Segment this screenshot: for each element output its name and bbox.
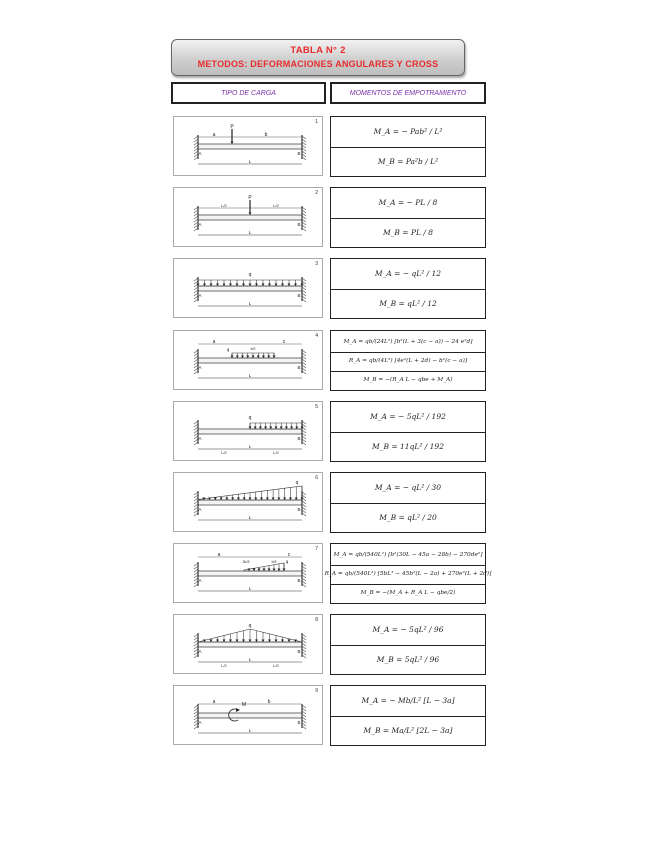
formula: R_A = qb/(4L²) [4e²(L + 2d) − b²(c − a)]: [331, 352, 485, 371]
wall-hatch: [194, 584, 198, 587]
wall-hatch: [194, 148, 198, 151]
arrow-head: [210, 284, 213, 287]
formula: M_A = − Pab² / L²: [331, 117, 485, 148]
support-b-label: B: [297, 578, 301, 583]
arrow-head: [254, 498, 257, 501]
arrow-head: [231, 356, 234, 359]
wall-hatch: [194, 287, 198, 290]
wall-hatch: [194, 430, 198, 433]
wall-hatch: [194, 350, 198, 353]
case-number: 7: [315, 546, 318, 552]
span-label: L: [248, 586, 252, 591]
formula: M_B = 11qL² / 192: [372, 441, 444, 451]
span-label: L: [248, 230, 252, 235]
formula: M_B = qL² / 12: [379, 298, 437, 308]
case-number: 6: [315, 475, 318, 481]
beam: [198, 571, 302, 576]
moment-label: M: [241, 702, 247, 708]
case-number: 4: [315, 333, 318, 339]
wall-hatch: [194, 655, 198, 658]
dim-2b3-label: 2b/3: [242, 560, 250, 564]
arrow-head: [264, 427, 267, 430]
arrow-head: [236, 284, 239, 287]
support-a-label: A: [198, 222, 202, 227]
arrow-head: [237, 498, 240, 501]
wall-hatch: [194, 705, 198, 708]
arrow-head: [277, 498, 280, 501]
formula-box-9: [330, 685, 486, 746]
arrow-head: [267, 356, 270, 359]
arrow-head: [248, 569, 251, 572]
wall-hatch: [194, 368, 198, 371]
support-a-label: A: [198, 649, 202, 654]
case-number: 5: [315, 404, 318, 410]
arrow-head: [289, 498, 292, 501]
wall-hatch: [194, 293, 198, 296]
wall-hatch: [194, 296, 198, 299]
wall-hatch: [194, 356, 198, 359]
wall-hatch: [194, 504, 198, 507]
formula: R_A = qb/(540L³) [5bL³ − 45b²(L − 2a) + 270e²(L + 2d)]: [331, 565, 485, 584]
wall-hatch: [194, 157, 198, 160]
arrow-head: [262, 356, 265, 359]
wall-hatch: [194, 216, 198, 219]
formula-box-5: [330, 401, 486, 462]
load-diagram-7: [173, 543, 323, 603]
dim-a-label: a: [212, 699, 216, 705]
arrow-head: [246, 356, 249, 359]
support-b-label: B: [297, 222, 301, 227]
dim-a-label: a: [212, 339, 216, 345]
arrow-head: [294, 284, 297, 287]
arrow-head: [268, 569, 271, 572]
wall-hatch: [194, 563, 198, 566]
formula: M_B = −(M_A + R_A L − qbe/2): [360, 590, 456, 597]
wall-hatch: [194, 492, 198, 495]
wall-hatch: [194, 634, 198, 637]
arrow-head: [275, 284, 278, 287]
arrow-head: [290, 427, 293, 430]
support-b-label: B: [297, 151, 301, 156]
dim-a-label: a: [212, 132, 216, 138]
wall-hatch: [194, 578, 198, 581]
load-p-label: P: [248, 195, 252, 201]
arrow-head: [275, 640, 278, 643]
load-diagram-3: [173, 258, 323, 318]
wall-hatch: [194, 151, 198, 154]
wall-hatch: [194, 154, 198, 157]
wall-hatch: [194, 498, 198, 501]
wall-hatch: [194, 136, 198, 139]
arrow-head: [254, 427, 257, 430]
dim-half-label: L/2: [221, 663, 227, 668]
arrow-head: [260, 498, 263, 501]
formula: M_B = Pa²b / L²: [377, 156, 439, 166]
case-number: 9: [315, 688, 318, 694]
arrow-head: [283, 569, 286, 572]
load-q-label: q: [248, 415, 252, 421]
load-q-label: q: [285, 559, 289, 564]
wall-hatch: [194, 513, 198, 516]
dim-half-label: L/2: [273, 450, 279, 455]
support-b-label: B: [297, 436, 301, 441]
wall-hatch: [194, 210, 198, 213]
beam-diagram: [174, 331, 324, 391]
load-diagram-2: [173, 187, 323, 247]
wall-hatch: [194, 501, 198, 504]
arrow-head: [262, 640, 265, 643]
formula: M_B = 5qL² / 96: [376, 654, 440, 664]
formula: M_A = − qL² / 12: [331, 259, 485, 290]
wall-hatch: [194, 145, 198, 148]
wall-hatch: [194, 714, 198, 717]
arrow-head: [275, 427, 278, 430]
formula: M_A = qb/(24L²) [b²(L + 3(c − a)) − 24 e²d]: [331, 331, 485, 353]
support-b-label: B: [297, 507, 301, 512]
support-b-label: B: [297, 293, 301, 298]
support-a-label: A: [198, 365, 202, 370]
arrow-head: [249, 498, 252, 501]
load-q-label: q: [295, 480, 299, 486]
wall-hatch: [194, 708, 198, 711]
load-diagram-8: [173, 614, 323, 674]
beam: [198, 642, 302, 647]
arrow-head: [257, 356, 260, 359]
load-q-label: q: [248, 272, 252, 278]
wall-hatch: [194, 637, 198, 640]
wall-hatch: [194, 640, 198, 643]
arrow-head: [262, 284, 265, 287]
case-number: 1: [315, 119, 318, 125]
formula: M_A = − qL² / 30: [331, 473, 485, 504]
title-line-1: TABLA N° 2: [290, 45, 346, 56]
formula-box-2: [330, 187, 486, 248]
beam-diagram: [174, 473, 324, 533]
wall-hatch: [194, 359, 198, 362]
dim-half-label: L/2: [221, 203, 227, 208]
beam: [198, 713, 302, 718]
arrow-head: [220, 498, 223, 501]
wall-hatch: [194, 365, 198, 368]
wall-hatch: [194, 353, 198, 356]
arrow-head: [255, 284, 258, 287]
wall-hatch: [194, 652, 198, 655]
arrow-head: [203, 284, 206, 287]
arrow-head: [269, 427, 272, 430]
dim-half-label: L/2: [273, 663, 279, 668]
arrow-head: [225, 498, 228, 501]
dim-b-label: b: [267, 699, 271, 705]
wall-hatch: [194, 726, 198, 729]
formula: M_A = − 5qL² / 192: [331, 402, 485, 433]
arrow-head: [283, 498, 286, 501]
wall-hatch: [194, 510, 198, 513]
wall-hatch: [194, 299, 198, 302]
support-b-label: B: [297, 720, 301, 725]
wall-hatch: [194, 139, 198, 142]
arrow-head: [231, 498, 234, 501]
arrow-head: [214, 498, 217, 501]
arrow-head: [266, 498, 269, 501]
load-diagram-6: [173, 472, 323, 532]
formula: M_B = qL² / 20: [379, 512, 437, 522]
wall-hatch: [194, 278, 198, 281]
wall-hatch: [194, 219, 198, 222]
formula: M_B = Ma/L² [2L − 3a]: [363, 725, 453, 735]
wall-hatch: [194, 581, 198, 584]
formula-box-7: [324, 543, 492, 604]
arrow-head: [295, 498, 298, 501]
wall-hatch: [194, 566, 198, 569]
arrow-head: [253, 569, 256, 572]
wall-hatch: [194, 207, 198, 210]
arrow-head: [278, 569, 281, 572]
arrow-head: [216, 284, 219, 287]
wall-hatch: [194, 228, 198, 231]
arrow-head: [268, 284, 271, 287]
formula-box-4: [330, 330, 486, 391]
formula: M_A = − PL / 8: [331, 188, 485, 219]
formula: M_B = PL / 8: [382, 227, 434, 237]
title-line-2: METODOS: DEFORMACIONES ANGULARES Y CROSS: [197, 59, 439, 69]
formula-box-8: [330, 614, 486, 675]
dim-c-label: c: [287, 552, 291, 558]
wall-hatch: [194, 371, 198, 374]
dim-b3-label: b/3: [271, 560, 277, 564]
formula: M_B = −(R_A L − qbe + M_A): [363, 377, 453, 384]
span-label: L: [248, 728, 252, 733]
wall-hatch: [194, 646, 198, 649]
span-label: L: [248, 373, 252, 378]
wall-hatch: [194, 569, 198, 572]
arrow-head: [295, 427, 298, 430]
span-label: L: [248, 159, 252, 164]
arrow-head: [223, 284, 226, 287]
formula-box-3: [330, 258, 486, 319]
arrow-head: [210, 640, 213, 643]
dim-half-label: L/2: [221, 450, 227, 455]
formula-box-6: [330, 472, 486, 533]
wall-hatch: [194, 222, 198, 225]
span-label: L: [248, 515, 252, 520]
span-label: L: [248, 657, 252, 662]
wall-hatch: [194, 643, 198, 646]
wall-hatch: [194, 717, 198, 720]
wall-hatch: [194, 142, 198, 145]
wall-hatch: [194, 495, 198, 498]
load-q-label: q: [248, 623, 252, 629]
wall-hatch: [194, 507, 198, 510]
beam-diagram: [174, 117, 324, 177]
support-a-label: A: [198, 293, 202, 298]
arrow-head: [242, 640, 245, 643]
wall-hatch: [194, 225, 198, 228]
support-a-label: A: [198, 436, 202, 441]
table-title: [171, 39, 465, 76]
arrow-head: [259, 427, 262, 430]
beam-diagram: [174, 686, 324, 746]
beam: [198, 144, 302, 149]
arrow-head: [288, 284, 291, 287]
span-label: L: [248, 301, 252, 306]
dim-a-label: a: [217, 552, 221, 558]
arrow-head: [243, 498, 246, 501]
load-diagram-1: [173, 116, 323, 176]
dim-half-label: L/2: [273, 203, 279, 208]
beam-diagram: [174, 544, 324, 604]
load-q-label: q: [226, 347, 230, 352]
wall-hatch: [194, 421, 198, 424]
wall-hatch: [194, 720, 198, 723]
wall-hatch: [194, 436, 198, 439]
arrow-head: [242, 284, 245, 287]
dim-c-label: c: [282, 339, 286, 345]
arrow-head: [249, 640, 252, 643]
arrow-head: [249, 427, 252, 430]
arrow-head: [208, 498, 211, 501]
arrow-head: [281, 284, 284, 287]
arrow-head: [258, 569, 261, 572]
arrow-head: [280, 427, 283, 430]
support-b-label: B: [297, 365, 301, 370]
support-a-label: A: [198, 578, 202, 583]
wall-hatch: [194, 433, 198, 436]
arrow-head: [223, 640, 226, 643]
arrow-head: [281, 640, 284, 643]
formula: M_A = − 5qL² / 96: [331, 615, 485, 646]
load-diagram-5: [173, 401, 323, 461]
header-load-type: TIPO DE CARGA: [171, 82, 326, 104]
formula: M_A = − Mb/L² [L − 3a]: [331, 686, 485, 717]
arrow-head: [241, 356, 244, 359]
beam: [198, 286, 302, 291]
arrow-head: [263, 569, 266, 572]
moment-arrow-head: [236, 708, 240, 712]
dim-b-label: b: [264, 132, 268, 138]
wall-hatch: [194, 442, 198, 445]
wall-hatch: [194, 213, 198, 216]
arrow-head: [231, 142, 234, 145]
arrow-head: [255, 640, 258, 643]
wall-hatch: [194, 362, 198, 365]
load-diagram-9: [173, 685, 323, 745]
arrow-head: [273, 569, 276, 572]
arrow-head: [216, 640, 219, 643]
support-a-label: A: [198, 720, 202, 725]
support-a-label: A: [198, 151, 202, 156]
wall-hatch: [194, 439, 198, 442]
load-diagram-4: [173, 330, 323, 390]
header-moments: MOMENTOS DE EMPOTRAMIENTO: [330, 82, 486, 104]
arrow-head: [285, 427, 288, 430]
beam: [198, 429, 302, 434]
arrow-head: [236, 356, 239, 359]
case-number: 2: [315, 190, 318, 196]
case-number: 8: [315, 617, 318, 623]
arrow-head: [229, 640, 232, 643]
beam-diagram: [174, 188, 324, 248]
wall-hatch: [194, 723, 198, 726]
arrow-head: [249, 284, 252, 287]
arrow-head: [236, 640, 239, 643]
dim-half-b-label: b/2: [250, 347, 256, 351]
arrow-head: [288, 640, 291, 643]
wall-hatch: [194, 424, 198, 427]
beam: [198, 500, 302, 505]
formula: M_A = qb/(540L²) [b²(30L − 45a − 28b) − 270de²]: [331, 544, 485, 566]
wall-hatch: [194, 649, 198, 652]
arrow-head: [249, 213, 252, 216]
wall-hatch: [194, 427, 198, 430]
wall-hatch: [194, 711, 198, 714]
arrow-head: [272, 498, 275, 501]
support-a-label: A: [198, 507, 202, 512]
wall-hatch: [194, 575, 198, 578]
arrow-head: [273, 356, 276, 359]
support-b-label: B: [297, 649, 301, 654]
beam-diagram: [174, 259, 324, 319]
arrow-head: [268, 640, 271, 643]
arrow-head: [252, 356, 255, 359]
wall-hatch: [194, 290, 198, 293]
load-p-label: P: [230, 124, 234, 130]
beam: [198, 215, 302, 220]
formula-box-1: [330, 116, 486, 177]
span-label: L: [248, 444, 252, 449]
arrow-head: [229, 284, 232, 287]
beam-diagram: [174, 615, 324, 675]
wall-hatch: [194, 572, 198, 575]
beam-diagram: [174, 402, 324, 462]
beam: [198, 358, 302, 363]
case-number: 3: [315, 261, 318, 267]
